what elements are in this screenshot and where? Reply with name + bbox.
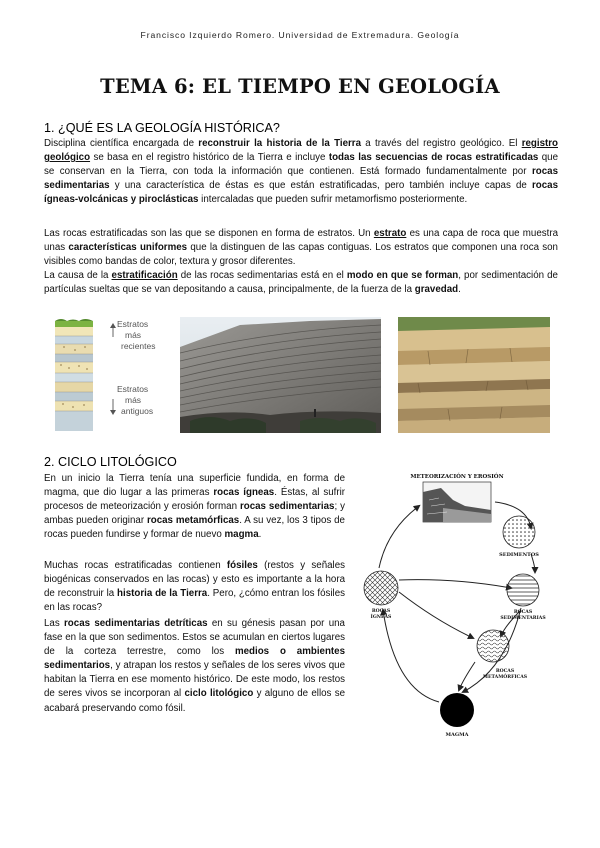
label-recent-3: recientes [121,341,156,351]
section-2-paragraph-1: En un inicio la Tierra tenía una superficie fundida, en forma de magma, que dio lugar a las primeras rocas ígneas. Éstas, al sufrir procesos de meteorización y erosión forman rocas sedimentarias; y ambas pueden originar rocas metamórficas. A su vez, los 3 tipos de rocas pueden fundirse y formar de nuevo magma. [44,473,345,541]
section-1-paragraph-2: Las rocas estratificadas son las que se disponen en forma de estratos. Un estrato es una capa de roca que muestra unas características uniformes que la distinguen de las capas contiguas. Los estratos que componen una roca son visibles como bandas de color, textura y grosor diferentes. [44,228,559,268]
label-metamorficas-2: METAMÓRFICAS [482,675,528,680]
label-sedimentarias-2: SEDIMENTARIAS [500,616,546,621]
label-magma: MAGMA [445,732,469,738]
page-title: TEMA 6: EL TIEMPO EN GEOLOGÍA [100,75,500,98]
section-2-paragraph-2: Muchas rocas estratificadas contienen fósiles (restos y señales biogénicas conservados en las rocas) y esto es importante a la hora de reconstruir la historia de la Tierra. Pero, ¿cómo entran los fósiles en las rocas? [44,560,345,614]
strata-photo-outcrop [398,317,550,433]
rock-cycle-diagram [355,470,560,740]
label-old-2: más [125,395,142,405]
section-2-heading: 2. CICLO LITOLÓGICO [44,455,177,469]
label-recent-1: Estratos [117,319,149,329]
section-2-paragraph-3: Las rocas sedimentarias detríticas en su génesis pasan por una fase en la que son sedimentos. Estos se acumulan en ciertos lugares de la corteza terrestre, como los medios o ambientes sedimentarios, y atrapan los restos y señales de los seres vivos que habitan la Tierra en ese momento histórico. De este modo, los restos de seres vivos se incorporan al ciclo litológico y alguno de ellos se acabará preservando como fósil. [44,618,345,714]
strata-diagram [55,317,171,433]
label-metamorficas-1: ROCAS [495,669,515,674]
label-igneas-2: ÍGNEAS [370,615,392,620]
label-old-3: antiguos [121,406,154,416]
strata-photo-cliff [180,317,381,433]
label-meteorizacion: METEORIZACIÓN Y EROSIÓN [410,474,504,480]
label-igneas-1: ROCAS [371,609,391,614]
section-1-paragraph-3: La causa de la estratificación de las rocas sedimentarias está en el modo en que se forman, por sedimentación de partículas sueltas que se van depositando a causa, principalmente, de la fuerza de la gravedad. [44,270,558,296]
section-1-paragraph-1: Disciplina científica encargada de reconstruir la historia de la Tierra a través del registro geológico. El registro geológico se basa en el registro histórico de la Tierra e incluye todas las secuencias de rocas estratificadas que se conservan en la Tierra, con toda la información que contienen. Está formado fundamentalmente por rocas sedimentarias y una característica de éstas es que están estratificadas, pero también incluye capas de rocas ígneas-volcánicas y piroclásticas intercaladas que pueden sufrir metamorfismo posteriormente. [44,138,558,206]
label-sedimentos: SEDIMENTOS [499,552,539,558]
label-recent-2: más [125,330,142,340]
section-1-heading: 1. ¿QUÉ ES LA GEOLOGÍA HISTÓRICA? [44,121,280,135]
label-sedimentarias-1: ROCAS [513,610,533,615]
label-old-1: Estratos [117,384,149,394]
page-header: Francisco Izquierdo Romero. Universidad de Extremadura. Geología [140,30,460,40]
